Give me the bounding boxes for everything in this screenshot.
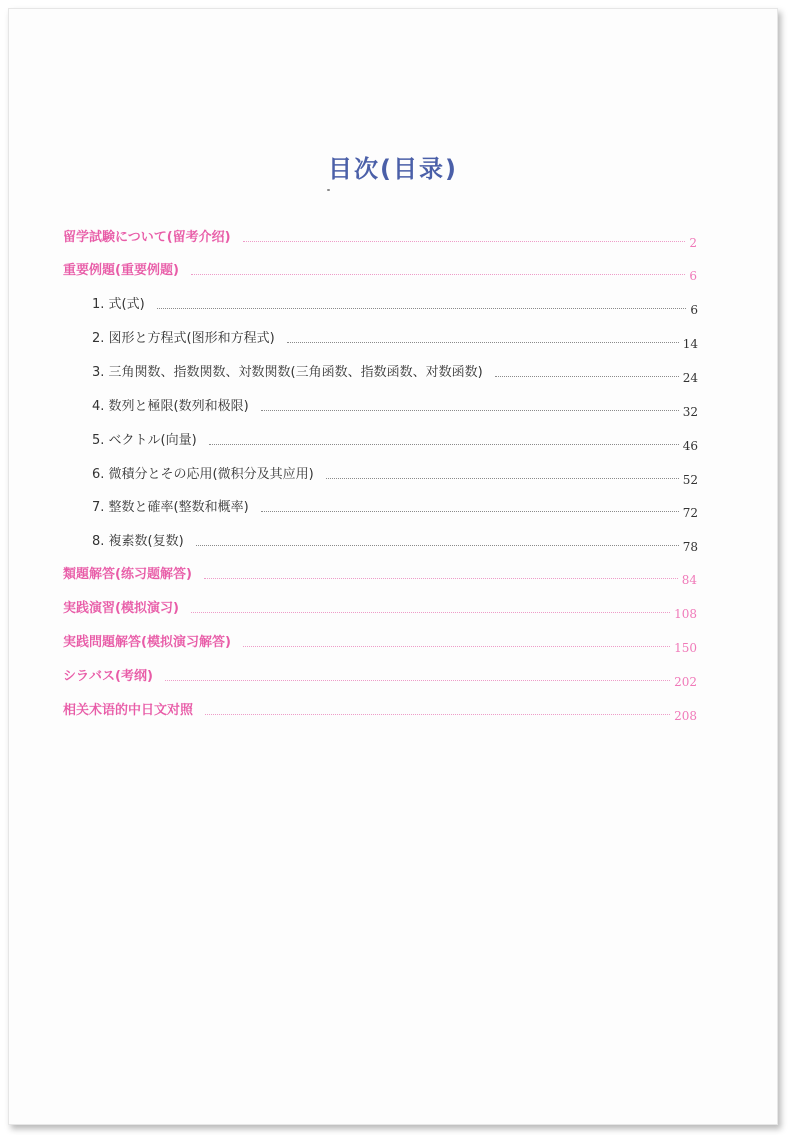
toc-page-number: 202 <box>674 675 697 689</box>
toc-subentry-calculus[interactable] <box>92 464 698 487</box>
dot-leader <box>209 444 679 445</box>
toc-entry-syllabus[interactable] <box>63 666 697 689</box>
toc-entry-exam-intro[interactable] <box>63 227 697 250</box>
toc-entry-title: 1. 式(式) <box>92 297 145 312</box>
toc-entry-exercise-answers[interactable] <box>63 564 697 587</box>
toc-page-number: 46 <box>682 439 698 453</box>
toc-entry-title: 相关术语的中日文对照 <box>63 703 194 718</box>
toc-page-number: 84 <box>681 573 697 587</box>
toc-subentry-complex-numbers[interactable] <box>92 531 698 554</box>
toc-page-number: 32 <box>682 405 698 419</box>
toc-subentry-expressions[interactable] <box>92 294 698 317</box>
toc-page-number: 78 <box>682 540 698 554</box>
document-page <box>8 8 778 1125</box>
toc-entry-title: 類題解答(练习题解答) <box>63 567 192 582</box>
toc-page-number: 24 <box>682 371 698 385</box>
toc-entry-title: 8. 複素数(复数) <box>92 534 184 549</box>
dot-leader <box>261 410 679 411</box>
dot-leader <box>204 578 678 579</box>
dot-leader <box>326 478 679 479</box>
table-of-contents <box>9 9 777 1124</box>
toc-subentry-vectors[interactable] <box>92 430 698 453</box>
toc-entry-title: シラバス(考纲) <box>63 669 153 684</box>
dot-leader <box>191 612 670 613</box>
toc-page-number: 150 <box>674 641 697 655</box>
toc-page-number: 6 <box>690 303 698 317</box>
page-title: 目次(目录) <box>328 155 458 183</box>
toc-entry-title: 留学試験について(留考介绍) <box>63 230 231 245</box>
toc-subentry-figures-equations[interactable] <box>92 328 698 351</box>
toc-page-number: 108 <box>674 607 697 621</box>
toc-entry-title: 2. 図形と方程式(图形和方程式) <box>92 331 275 346</box>
toc-entry-practice-answers[interactable] <box>63 632 697 655</box>
toc-entry-practice[interactable] <box>63 598 697 621</box>
toc-entry-glossary[interactable] <box>63 700 697 723</box>
toc-entry-title: 実践問題解答(模拟演习解答) <box>63 635 231 650</box>
toc-subentry-sequences-limits[interactable] <box>92 396 698 419</box>
toc-entry-title: 実践演習(模拟演习) <box>63 601 179 616</box>
dot-leader <box>243 646 670 647</box>
dot-leader <box>205 714 670 715</box>
toc-page-number: 14 <box>682 337 698 351</box>
toc-entry-title: 4. 数列と極限(数列和极限) <box>92 399 249 414</box>
toc-entry-title: 5. ベクトル(向量) <box>92 433 197 448</box>
toc-entry-title: 重要例題(重要例题) <box>63 263 179 278</box>
toc-entry-title: 3. 三角関数、指数関数、対数関数(三角函数、指数函数、对数函数) <box>92 365 483 380</box>
toc-page-number: 208 <box>674 709 697 723</box>
dot-leader <box>243 241 686 242</box>
toc-page-number: 2 <box>689 236 697 250</box>
dot-leader <box>157 308 687 309</box>
dot-leader <box>191 274 685 275</box>
dot-leader <box>495 376 679 377</box>
toc-page-number: 6 <box>689 269 697 283</box>
toc-entry-key-examples[interactable] <box>63 260 697 283</box>
toc-entry-title: 7. 整数と確率(整数和概率) <box>92 500 249 515</box>
dot-leader <box>196 545 679 546</box>
toc-subentry-integers-probability[interactable] <box>92 497 698 520</box>
toc-entry-title: 6. 微積分とその応用(微积分及其应用) <box>92 467 314 482</box>
toc-page-number: 72 <box>682 506 698 520</box>
toc-subentry-functions[interactable] <box>92 362 698 385</box>
dot-leader <box>261 511 679 512</box>
toc-page-number: 52 <box>682 473 698 487</box>
dot-leader <box>165 680 670 681</box>
dot-leader <box>287 342 679 343</box>
